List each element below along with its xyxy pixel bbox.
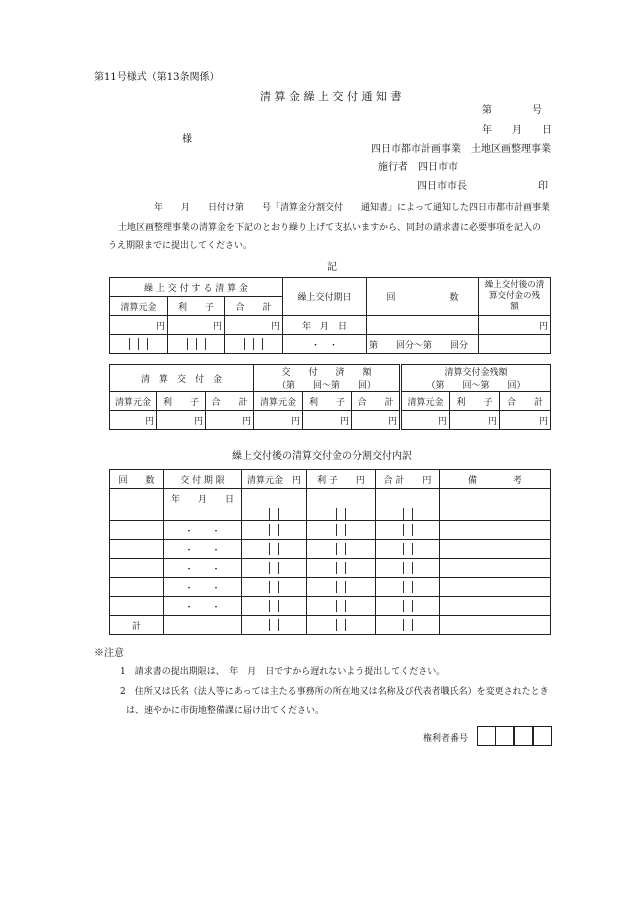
form-id: 第11号様式（第13条関係） <box>94 72 220 83</box>
cell-remarks <box>440 489 551 521</box>
cell-times <box>110 559 164 578</box>
cell-unit: 円 <box>450 411 500 430</box>
digit-box[interactable] <box>477 726 496 746</box>
cell-times <box>110 578 164 597</box>
cell-digits <box>376 616 440 635</box>
paid-header: 交 付 済 額 <box>254 365 401 379</box>
note-2-line-1: 2 住所又は氏名（法人等にあっては主たる事務所の所在地又は名称及び代表者職氏名）を変更されたとき <box>120 687 549 697</box>
cell-deadline-dots: ・ ・ <box>164 540 242 559</box>
seal-mark: 印 <box>538 181 548 192</box>
col-total: 合 計 <box>225 297 283 316</box>
cell-remarks <box>440 521 551 540</box>
prepayment-table <box>109 277 558 354</box>
rights-holder-label: 権利者番号 <box>423 734 469 744</box>
cell-digits <box>307 521 376 540</box>
settlement-header: 清 算 交 付 金 <box>110 365 254 392</box>
cell-times <box>110 540 164 559</box>
cell-unit: 円 <box>225 316 283 335</box>
col-prepay-date: 繰上交付期日 <box>283 278 367 316</box>
cell-unit: 円 <box>254 411 303 430</box>
col-total: 合 計 <box>500 392 551 411</box>
cell-unit: 円 <box>401 411 450 430</box>
cell-remarks <box>440 559 551 578</box>
paid-subheader: （第 回～第 回） <box>254 378 401 392</box>
note-1: 1 請求書の提出期限は、 年 月 日ですから遅れないよう提出してください。 <box>120 667 446 677</box>
ki-mark: 記 <box>327 262 337 273</box>
cell-unit: 円 <box>110 411 157 430</box>
cell-times <box>110 521 164 540</box>
col-interest: 利 子 <box>303 392 352 411</box>
col-principal: 清算元金 <box>110 392 157 411</box>
issuer-project: 四日市都市計画事業 土地区画整理事業 <box>371 144 551 155</box>
cell-digits <box>242 540 307 559</box>
cell-digits <box>242 578 307 597</box>
cell-date-dots: ・ ・ <box>283 335 367 354</box>
cell-digits <box>242 521 307 540</box>
cell-unit: 円 <box>206 411 254 430</box>
cell-times <box>110 597 164 616</box>
col-times: 回 数 <box>110 470 164 489</box>
rights-holder-number-field[interactable] <box>477 726 553 746</box>
cell-deadline-dots: ・ ・ <box>164 597 242 616</box>
breakdown-title: 繰上交付後の清算交付金の分割交付内訳 <box>232 451 412 462</box>
cell-digits <box>376 559 440 578</box>
cell-unit: 円 <box>303 411 352 430</box>
cell-digits <box>242 616 307 635</box>
document-number: 第 号 <box>482 105 542 116</box>
cell-digits <box>376 597 440 616</box>
document-date: 年 月 日 <box>482 125 552 136</box>
cell-digits <box>307 578 376 597</box>
cell-digits <box>376 578 440 597</box>
cell-digits <box>242 489 307 521</box>
cell-unit: 円 <box>157 411 206 430</box>
col-total: 合 計 円 <box>376 470 440 489</box>
cell-deadline <box>164 616 242 635</box>
cell-date-ymd: 年 月 日 <box>283 316 367 335</box>
cell-times <box>110 489 164 521</box>
col-total: 合 計 <box>206 392 254 411</box>
cell-remarks <box>440 597 551 616</box>
prepay-group-header: 繰 上 交 付 す る 清 算 金 <box>110 278 283 297</box>
cell-deadline-dots: ・ ・ <box>164 578 242 597</box>
breakdown-table <box>109 469 551 635</box>
col-deadline: 交 付 期 限 <box>164 470 242 489</box>
addressee: 様 <box>182 134 192 145</box>
col-times: 回 数 <box>367 278 479 316</box>
cell-times-range: 第 回分～第 回分 <box>367 335 479 354</box>
cell-digits <box>307 559 376 578</box>
cell-balance-empty <box>479 335 551 354</box>
cell-unit: 円 <box>479 316 551 335</box>
cell-digits <box>242 597 307 616</box>
note-2-line-2: は、速やかに市街地整備課に届け出てください。 <box>126 706 325 716</box>
cell-digits <box>307 616 376 635</box>
cell-remarks <box>440 616 551 635</box>
cell-deadline-dots: ・ ・ <box>164 521 242 540</box>
digit-box[interactable] <box>495 726 514 746</box>
remain-header: 清算交付金残額 <box>401 365 551 379</box>
col-principal: 清算元金 <box>401 392 450 411</box>
cell-digits <box>307 489 376 521</box>
settlement-table <box>109 364 551 430</box>
col-principal: 清算元金 円 <box>242 470 307 489</box>
col-principal: 清算元金 <box>110 297 168 316</box>
col-total: 合 計 <box>352 392 401 411</box>
remain-subheader: （第 回～第 回） <box>401 378 551 392</box>
cell-digits <box>110 335 168 354</box>
col-interest: 利 子 <box>450 392 500 411</box>
body-line-3: うえ期限までに提出してください。 <box>108 241 253 251</box>
body-line-1: 年 月 日付け第 号「清算金分割交付 通知書」によって通知した四日市都市計画事業 <box>154 203 551 213</box>
cell-digits <box>242 559 307 578</box>
notes-heading: ※注意 <box>94 648 124 659</box>
issuer-mayor: 四日市市長 <box>417 181 467 192</box>
col-remarks: 備 考 <box>440 470 551 489</box>
digit-box[interactable] <box>533 726 552 746</box>
document-title: 清 算 金 繰 上 交 付 通 知 書 <box>260 90 402 103</box>
col-balance: 繰上交付後の清算交付金の残 額 <box>479 278 551 316</box>
col-interest: 利 子 円 <box>307 470 376 489</box>
cell-digits <box>376 540 440 559</box>
cell-digits <box>168 335 225 354</box>
cell-unit: 円 <box>500 411 551 430</box>
total-label: 計 <box>110 616 164 635</box>
cell-unit: 円 <box>110 316 168 335</box>
col-principal: 清算元金 <box>254 392 303 411</box>
cell-unit: 円 <box>352 411 401 430</box>
cell-deadline-ymd: 年 月 日 <box>164 489 242 521</box>
cell-times-empty <box>367 316 479 335</box>
cell-digits <box>376 521 440 540</box>
cell-digits <box>225 335 283 354</box>
cell-unit: 円 <box>168 316 225 335</box>
col-interest: 利 子 <box>157 392 206 411</box>
cell-digits <box>376 489 440 521</box>
digit-box[interactable] <box>514 726 533 746</box>
col-interest: 利 子 <box>168 297 225 316</box>
cell-deadline-dots: ・ ・ <box>164 559 242 578</box>
body-line-2: 土地区画整理事業の清算金を下記のとおり繰り上げて支払いますから、同封の請求書に必要事項を記入の <box>118 223 542 233</box>
cell-digits <box>307 597 376 616</box>
cell-digits <box>307 540 376 559</box>
issuer-label: 施行者 四日市市 <box>378 162 458 173</box>
cell-remarks <box>440 578 551 597</box>
cell-remarks <box>440 540 551 559</box>
